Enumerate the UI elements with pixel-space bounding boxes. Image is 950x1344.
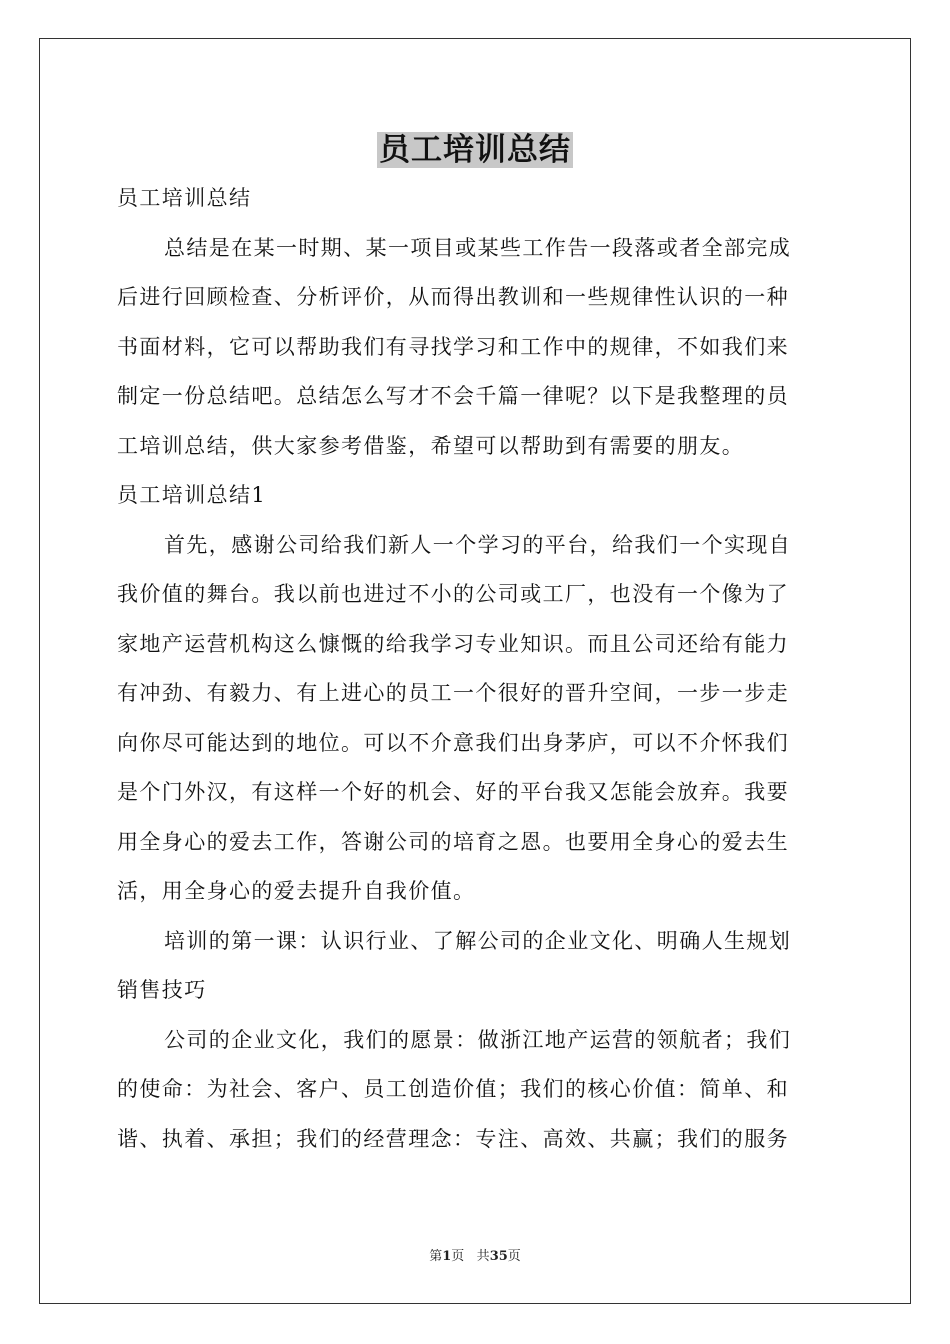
total-suffix: 页 — [507, 1249, 521, 1264]
text-line: 后进行回顾检查、分析评价，从而得出教训和一些规律性认识的一种 — [117, 285, 789, 309]
document-body — [117, 174, 832, 1164]
total-pages: 35 — [489, 1249, 508, 1264]
page-prefix: 第 — [429, 1249, 443, 1264]
text-line: 公司的企业文化，我们的愿景：做浙江地产运营的领航者；我们 — [164, 1027, 792, 1052]
document-title-text: 员工培训总结 — [379, 132, 571, 168]
text-line: 的使命：为社会、客户、员工创造价值；我们的核心价值：简单、和 — [117, 1077, 789, 1101]
text-line: 员工培训总结1 — [117, 483, 267, 507]
text-line: 员工培训总结 — [117, 186, 252, 210]
text-line: 家地产运营机构这么慷慨的给我学习专业知识。而且公司还给有能力 — [117, 631, 789, 656]
page-suffix: 页 — [451, 1249, 465, 1264]
text-line: 谐、执着、承担；我们的经营理念：专注、高效、共赢；我们的服务 — [117, 1126, 789, 1151]
text-line: 首先，感谢公司给我们新人一个学习的平台，给我们一个实现自 — [164, 532, 792, 557]
page-footer — [0, 1248, 950, 1266]
total-prefix: 共 — [476, 1249, 490, 1264]
text-line: 销售技巧 — [117, 978, 207, 1002]
text-line: 用全身心的爱去工作，答谢公司的培育之恩。也要用全身心的爱去生 — [117, 829, 789, 854]
text-line: 工培训总结，供大家参考借鉴，希望可以帮助到有需要的朋友。 — [117, 433, 745, 458]
text-line: 书面材料，它可以帮助我们有寻找学习和工作中的规律，不如我们来 — [117, 334, 789, 359]
text-line: 是个门外汉，有这样一个好的机会、好的平台我又怎能会放弃。我要 — [117, 780, 789, 804]
page-number: 1 — [442, 1249, 452, 1264]
document-title — [0, 126, 950, 174]
text-line: 总结是在某一时期、某一项目或某些工作告一段落或者全部完成 — [164, 235, 792, 260]
text-line: 活，用全身心的爱去提升自我价值。 — [117, 879, 476, 903]
text-line: 培训的第一课：认识行业、了解公司的企业文化、明确人生规划 — [164, 928, 792, 953]
text-line: 我价值的舞台。我以前也进过不小的公司或工厂，也没有一个像为了 — [117, 582, 789, 606]
text-line: 制定一份总结吧。总结怎么写才不会千篇一律呢？以下是我整理的员 — [117, 384, 789, 408]
text-line: 向你尽可能达到的地位。可以不介意我们出身茅庐，可以不介怀我们 — [117, 730, 789, 755]
text-line: 有冲劲、有毅力、有上进心的员工一个很好的晋升空间，一步一步走 — [117, 681, 789, 705]
